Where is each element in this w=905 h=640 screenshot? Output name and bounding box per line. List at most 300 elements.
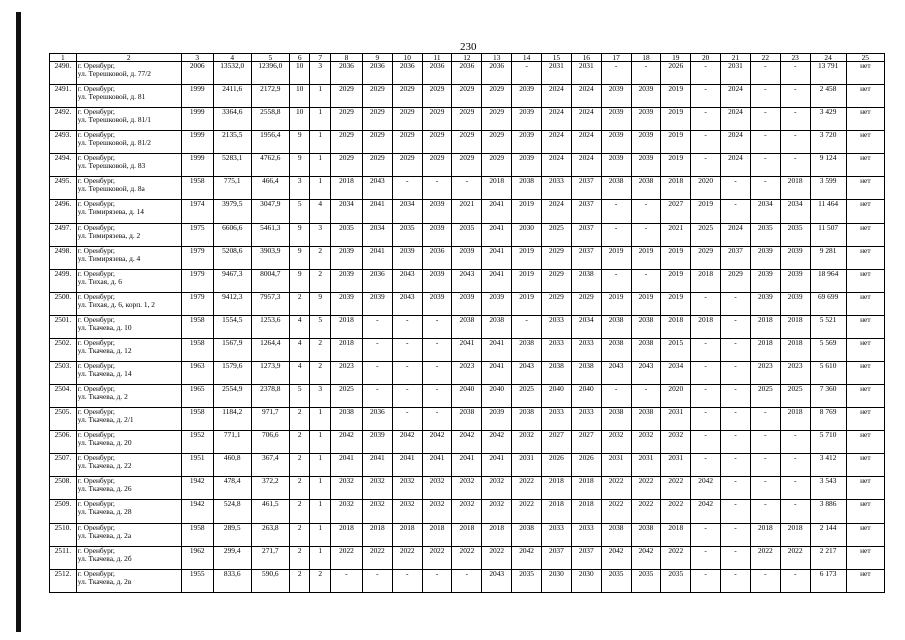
cell-c10: 2035 (392, 223, 422, 246)
row-number: 2499. (50, 269, 77, 292)
cell-c6: 4 (289, 315, 310, 338)
cell-c8: 2034 (331, 200, 363, 223)
cell-c9: 2029 (362, 108, 392, 131)
cell-c19: 2022 (661, 546, 691, 569)
cell-c5: 372,2 (251, 477, 289, 500)
cell-c6: 9 (289, 246, 310, 269)
address-cell (76, 85, 181, 108)
cell-c17: 2038 (601, 523, 631, 546)
cell-c13: 2032 (482, 500, 512, 523)
cell-c11: 2042 (422, 431, 452, 454)
cell-c10: - (392, 362, 422, 385)
address-street: ул. Ткачева, д. 2 (77, 392, 128, 402)
cell-c6: 2 (289, 500, 310, 523)
cell-c24: 3 599 (810, 177, 846, 200)
cell-c14: 2022 (512, 500, 542, 523)
cell-c10: 2022 (392, 546, 422, 569)
cell-c21: - (721, 292, 751, 315)
cell-c3: 1952 (181, 431, 213, 454)
cell-c21: - (721, 569, 751, 592)
cell-c19: 2019 (661, 246, 691, 269)
cell-c22: 2039 (750, 246, 780, 269)
cell-c17: 2039 (601, 154, 631, 177)
cell-c23: 2039 (780, 292, 810, 315)
address-cell (76, 523, 181, 546)
cell-c25: нет (846, 131, 884, 154)
cell-c13: 2042 (482, 431, 512, 454)
cell-c4: 2554,9 (213, 385, 251, 408)
cell-c24: 5 569 (810, 338, 846, 361)
cell-c19: 2019 (661, 269, 691, 292)
cell-c8: 2039 (331, 246, 363, 269)
cell-c21: - (721, 500, 751, 523)
cell-c9: 2022 (362, 546, 392, 569)
address-cell (76, 108, 181, 131)
cell-c7: 2 (310, 338, 331, 361)
column-header: 11 (422, 54, 452, 62)
cell-c3: 1955 (181, 569, 213, 592)
cell-c19: 2032 (661, 431, 691, 454)
cell-c21: 2031 (721, 62, 751, 85)
cell-c9: 2041 (362, 454, 392, 477)
cell-c3: 1942 (181, 477, 213, 500)
cell-c12: 2029 (452, 154, 482, 177)
cell-c6: 2 (289, 454, 310, 477)
cell-c12: - (452, 177, 482, 200)
row-number: 2496. (50, 200, 77, 223)
cell-c18: - (631, 269, 661, 292)
cell-c21: - (721, 362, 751, 385)
cell-c9: 2036 (362, 408, 392, 431)
cell-c18: 2039 (631, 154, 661, 177)
cell-c5: 3903,9 (251, 246, 289, 269)
cell-c17: - (601, 62, 631, 85)
table-row (50, 177, 885, 200)
cell-c13: 2041 (482, 200, 512, 223)
cell-c25: нет (846, 62, 884, 85)
cell-c4: 5208,6 (213, 246, 251, 269)
cell-c15: 2027 (542, 431, 572, 454)
cell-c18: 2039 (631, 85, 661, 108)
cell-c12: 2022 (452, 546, 482, 569)
address-street: ул. Тихая, д. 6, корп. 1, 2 (77, 299, 155, 309)
cell-c4: 299,4 (213, 546, 251, 569)
row-number: 2504. (50, 385, 77, 408)
cell-c6: 5 (289, 385, 310, 408)
cell-c18: 2032 (631, 431, 661, 454)
cell-c6: 4 (289, 362, 310, 385)
cell-c13: 2041 (482, 246, 512, 269)
cell-c16: 2033 (571, 408, 601, 431)
cell-c6: 2 (289, 569, 310, 592)
cell-c4: 2135,5 (213, 131, 251, 154)
cell-c25: нет (846, 477, 884, 500)
cell-c14: 2042 (512, 546, 542, 569)
cell-c16: 2027 (571, 431, 601, 454)
cell-c23: 2039 (780, 246, 810, 269)
cell-c15: 2033 (542, 408, 572, 431)
cell-c25: нет (846, 546, 884, 569)
cell-c19: 2026 (661, 62, 691, 85)
cell-c3: 1979 (181, 246, 213, 269)
address-cell (76, 431, 181, 454)
cell-c9: - (362, 385, 392, 408)
cell-c19: 2020 (661, 385, 691, 408)
cell-c18: 2031 (631, 454, 661, 477)
cell-c9: 2032 (362, 500, 392, 523)
column-header: 4 (213, 54, 251, 62)
cell-c13: 2018 (482, 523, 512, 546)
cell-c16: 2018 (571, 500, 601, 523)
table-body (50, 62, 885, 593)
cell-c8: 2029 (331, 108, 363, 131)
cell-c23: 2023 (780, 362, 810, 385)
cell-c11: - (422, 362, 452, 385)
cell-c20: - (691, 85, 721, 108)
cell-c4: 1567,9 (213, 338, 251, 361)
cell-c7: 1 (310, 85, 331, 108)
cell-c15: 2040 (542, 385, 572, 408)
cell-c23: 2025 (780, 385, 810, 408)
cell-c7: 3 (310, 385, 331, 408)
cell-c14: - (512, 315, 542, 338)
cell-c20: 2025 (691, 223, 721, 246)
cell-c11: - (422, 385, 452, 408)
cell-c3: 1979 (181, 292, 213, 315)
cell-c14: 2038 (512, 177, 542, 200)
cell-c3: 1958 (181, 408, 213, 431)
column-header: 15 (542, 54, 572, 62)
cell-c8: 2039 (331, 292, 363, 315)
cell-c8: 2035 (331, 223, 363, 246)
cell-c4: 1554,5 (213, 315, 251, 338)
cell-c16: 2037 (571, 200, 601, 223)
cell-c7: 3 (310, 62, 331, 85)
column-header: 16 (571, 54, 601, 62)
cell-c15: 2030 (542, 569, 572, 592)
column-header: 20 (691, 54, 721, 62)
cell-c18: 2022 (631, 500, 661, 523)
cell-c19: 2019 (661, 292, 691, 315)
cell-c9: 2036 (362, 62, 392, 85)
cell-c18: 2038 (631, 177, 661, 200)
address-street: ул. Терешковой, д. 81/1 (77, 115, 151, 125)
cell-c13: 2022 (482, 546, 512, 569)
cell-c5: 466,4 (251, 177, 289, 200)
cell-c11: - (422, 315, 452, 338)
cell-c12: - (452, 569, 482, 592)
cell-c7: 2 (310, 246, 331, 269)
address-cell (76, 62, 181, 85)
cell-c3: 1965 (181, 385, 213, 408)
cell-c13: 2029 (482, 108, 512, 131)
cell-c14: 2039 (512, 154, 542, 177)
address-street: ул. Ткачева, д. 2а (77, 530, 132, 540)
cell-c10: 2039 (392, 246, 422, 269)
cell-c17: 2031 (601, 454, 631, 477)
address-cell (76, 131, 181, 154)
cell-c19: 2034 (661, 362, 691, 385)
cell-c5: 8004,7 (251, 269, 289, 292)
address-street: ул. Ткачева, д. 2/1 (77, 415, 134, 425)
address-street: ул. Терешковой, д. 8а (77, 184, 145, 194)
table-row (50, 200, 885, 223)
cell-c15: 2024 (542, 108, 572, 131)
row-number: 2511. (50, 546, 77, 569)
address-city: г. Оренбург, (77, 246, 115, 255)
cell-c9: 2043 (362, 177, 392, 200)
cell-c24: 3 543 (810, 477, 846, 500)
cell-c10: 2043 (392, 292, 422, 315)
cell-c4: 775,1 (213, 177, 251, 200)
cell-c23: 2022 (780, 546, 810, 569)
address-city: г. Оренбург, (77, 223, 115, 232)
column-header: 22 (750, 54, 780, 62)
cell-c19: 2022 (661, 500, 691, 523)
cell-c13: 2018 (482, 177, 512, 200)
cell-c7: 4 (310, 200, 331, 223)
address-street: ул. Тимирязева, д. 2 (77, 230, 141, 240)
cell-c6: 10 (289, 108, 310, 131)
cell-c7: 1 (310, 523, 331, 546)
table-row (50, 223, 885, 246)
address-street: ул. Ткачева, д. 2в (77, 576, 132, 586)
cell-c18: 2035 (631, 569, 661, 592)
row-number: 2501. (50, 315, 77, 338)
cell-c14: 2025 (512, 385, 542, 408)
address-cell (76, 385, 181, 408)
cell-c9: 2039 (362, 292, 392, 315)
cell-c19: 2019 (661, 108, 691, 131)
cell-c14: 2038 (512, 338, 542, 361)
cell-c3: 1999 (181, 154, 213, 177)
address-cell (76, 292, 181, 315)
cell-c24: 2 144 (810, 523, 846, 546)
address-cell (76, 362, 181, 385)
cell-c18: - (631, 223, 661, 246)
cell-c11: 2039 (422, 292, 452, 315)
row-number: 2502. (50, 338, 77, 361)
cell-c13: 2039 (482, 292, 512, 315)
cell-c25: нет (846, 454, 884, 477)
table-row (50, 246, 885, 269)
cell-c22: 2035 (750, 223, 780, 246)
cell-c5: 971,7 (251, 408, 289, 431)
cell-c25: нет (846, 500, 884, 523)
cell-c10: 2032 (392, 500, 422, 523)
cell-c3: 1958 (181, 315, 213, 338)
address-cell (76, 315, 181, 338)
cell-c17: - (601, 223, 631, 246)
cell-c7: 1 (310, 477, 331, 500)
row-number: 2506. (50, 431, 77, 454)
cell-c11: 2036 (422, 62, 452, 85)
cell-c23: - (780, 477, 810, 500)
address-cell (76, 500, 181, 523)
cell-c14: 2019 (512, 292, 542, 315)
cell-c4: 289,5 (213, 523, 251, 546)
cell-c12: 2036 (452, 62, 482, 85)
address-city: г. Оренбург, (77, 384, 115, 394)
cell-c21: - (721, 523, 751, 546)
cell-c17: - (601, 385, 631, 408)
cell-c15: 2024 (542, 154, 572, 177)
cell-c15: 2026 (542, 454, 572, 477)
cell-c16: 2018 (571, 477, 601, 500)
cell-c18: 2022 (631, 477, 661, 500)
cell-c24: 3 429 (810, 108, 846, 131)
cell-c5: 12396,0 (251, 62, 289, 85)
cell-c13: 2029 (482, 154, 512, 177)
cell-c4: 13532,0 (213, 62, 251, 85)
cell-c5: 1273,9 (251, 362, 289, 385)
cell-c3: 1942 (181, 500, 213, 523)
cell-c23: - (780, 108, 810, 131)
table-row (50, 523, 885, 546)
cell-c19: 2035 (661, 569, 691, 592)
cell-c4: 9412,3 (213, 292, 251, 315)
cell-c20: - (691, 292, 721, 315)
cell-c19: 2019 (661, 85, 691, 108)
cell-c24: 5 710 (810, 431, 846, 454)
cell-c23: 2035 (780, 223, 810, 246)
cell-c14: 2038 (512, 408, 542, 431)
cell-c16: 2038 (571, 362, 601, 385)
cell-c23: - (780, 154, 810, 177)
cell-c13: 2029 (482, 85, 512, 108)
cell-c15: 2024 (542, 200, 572, 223)
cell-c4: 6606,6 (213, 223, 251, 246)
cell-c11: - (422, 177, 452, 200)
cell-c19: 2019 (661, 131, 691, 154)
cell-c25: нет (846, 269, 884, 292)
cell-c5: 5461,3 (251, 223, 289, 246)
address-street: ул. Терешковой, д. 81 (77, 92, 146, 102)
cell-c11: - (422, 408, 452, 431)
cell-c20: 2042 (691, 500, 721, 523)
cell-c3: 1958 (181, 177, 213, 200)
cell-c20: - (691, 362, 721, 385)
cell-c20: 2018 (691, 269, 721, 292)
row-number: 2493. (50, 131, 77, 154)
address-street: ул. Ткачева, д. 2б (77, 553, 132, 563)
cell-c15: 2029 (542, 269, 572, 292)
cell-c9: 2034 (362, 223, 392, 246)
cell-c24: 9 124 (810, 154, 846, 177)
cell-c7: 1 (310, 500, 331, 523)
cell-c3: 2006 (181, 62, 213, 85)
cell-c16: 2037 (571, 177, 601, 200)
address-city: г. Оренбург, (77, 453, 115, 463)
cell-c18: 2019 (631, 292, 661, 315)
cell-c21: 2024 (721, 108, 751, 131)
cell-c23: 2018 (780, 315, 810, 338)
cell-c3: 1963 (181, 362, 213, 385)
cell-c21: 2024 (721, 154, 751, 177)
cell-c25: нет (846, 523, 884, 546)
cell-c7: 1 (310, 454, 331, 477)
table-row (50, 408, 885, 431)
address-city: г. Оренбург, (77, 546, 115, 555)
cell-c14: 2031 (512, 454, 542, 477)
address-street: ул. Терешковой, д. 83 (77, 161, 146, 171)
cell-c12: 2039 (452, 292, 482, 315)
cell-c18: 2039 (631, 131, 661, 154)
cell-c13: 2032 (482, 477, 512, 500)
column-header: 6 (289, 54, 310, 62)
cell-c17: 2038 (601, 408, 631, 431)
cell-c17: 2039 (601, 85, 631, 108)
cell-c16: 2038 (571, 269, 601, 292)
cell-c16: 2030 (571, 569, 601, 592)
cell-c17: 2019 (601, 246, 631, 269)
cell-c8: 2029 (331, 154, 363, 177)
cell-c18: 2038 (631, 408, 661, 431)
cell-c6: 10 (289, 85, 310, 108)
cell-c18: 2038 (631, 315, 661, 338)
cell-c18: 2043 (631, 362, 661, 385)
cell-c24: 5 610 (810, 362, 846, 385)
cell-c8: 2018 (331, 177, 363, 200)
table-row (50, 569, 885, 592)
cell-c21: - (721, 200, 751, 223)
cell-c16: 2040 (571, 385, 601, 408)
column-header: 3 (181, 54, 213, 62)
address-city: г. Оренбург, (77, 292, 115, 301)
cell-c17: 2039 (601, 108, 631, 131)
cell-c23: - (780, 569, 810, 592)
cell-c21: - (721, 431, 751, 454)
address-street: ул. Ткачева, д. 14 (77, 369, 132, 379)
cell-c15: 2037 (542, 546, 572, 569)
cell-c20: - (691, 154, 721, 177)
cell-c6: 3 (289, 177, 310, 200)
cell-c21: - (721, 315, 751, 338)
table-row (50, 454, 885, 477)
table-row (50, 362, 885, 385)
cell-c15: 2029 (542, 292, 572, 315)
cell-c12: 2029 (452, 85, 482, 108)
cell-c5: 2378,8 (251, 385, 289, 408)
cell-c12: 2038 (452, 315, 482, 338)
cell-c11: 2018 (422, 523, 452, 546)
cell-c4: 478,4 (213, 477, 251, 500)
cell-c23: - (780, 85, 810, 108)
cell-c19: 2018 (661, 315, 691, 338)
cell-c6: 2 (289, 408, 310, 431)
cell-c7: 1 (310, 177, 331, 200)
cell-c4: 833,6 (213, 569, 251, 592)
cell-c5: 263,8 (251, 523, 289, 546)
address-cell (76, 569, 181, 592)
cell-c23: 2018 (780, 523, 810, 546)
address-city: г. Оренбург, (77, 153, 115, 163)
cell-c9: - (362, 315, 392, 338)
cell-c11: 2029 (422, 108, 452, 131)
address-city: г. Оренбург, (77, 61, 115, 70)
address-cell (76, 338, 181, 361)
cell-c21: - (721, 477, 751, 500)
address-city: г. Оренбург, (77, 338, 115, 347)
cell-c24: 13 791 (810, 62, 846, 85)
cell-c24: 3 720 (810, 131, 846, 154)
cell-c25: нет (846, 431, 884, 454)
column-header: 2 (76, 54, 181, 62)
cell-c10: 2029 (392, 108, 422, 131)
cell-c20: - (691, 431, 721, 454)
cell-c9: 2029 (362, 154, 392, 177)
cell-c6: 2 (289, 292, 310, 315)
